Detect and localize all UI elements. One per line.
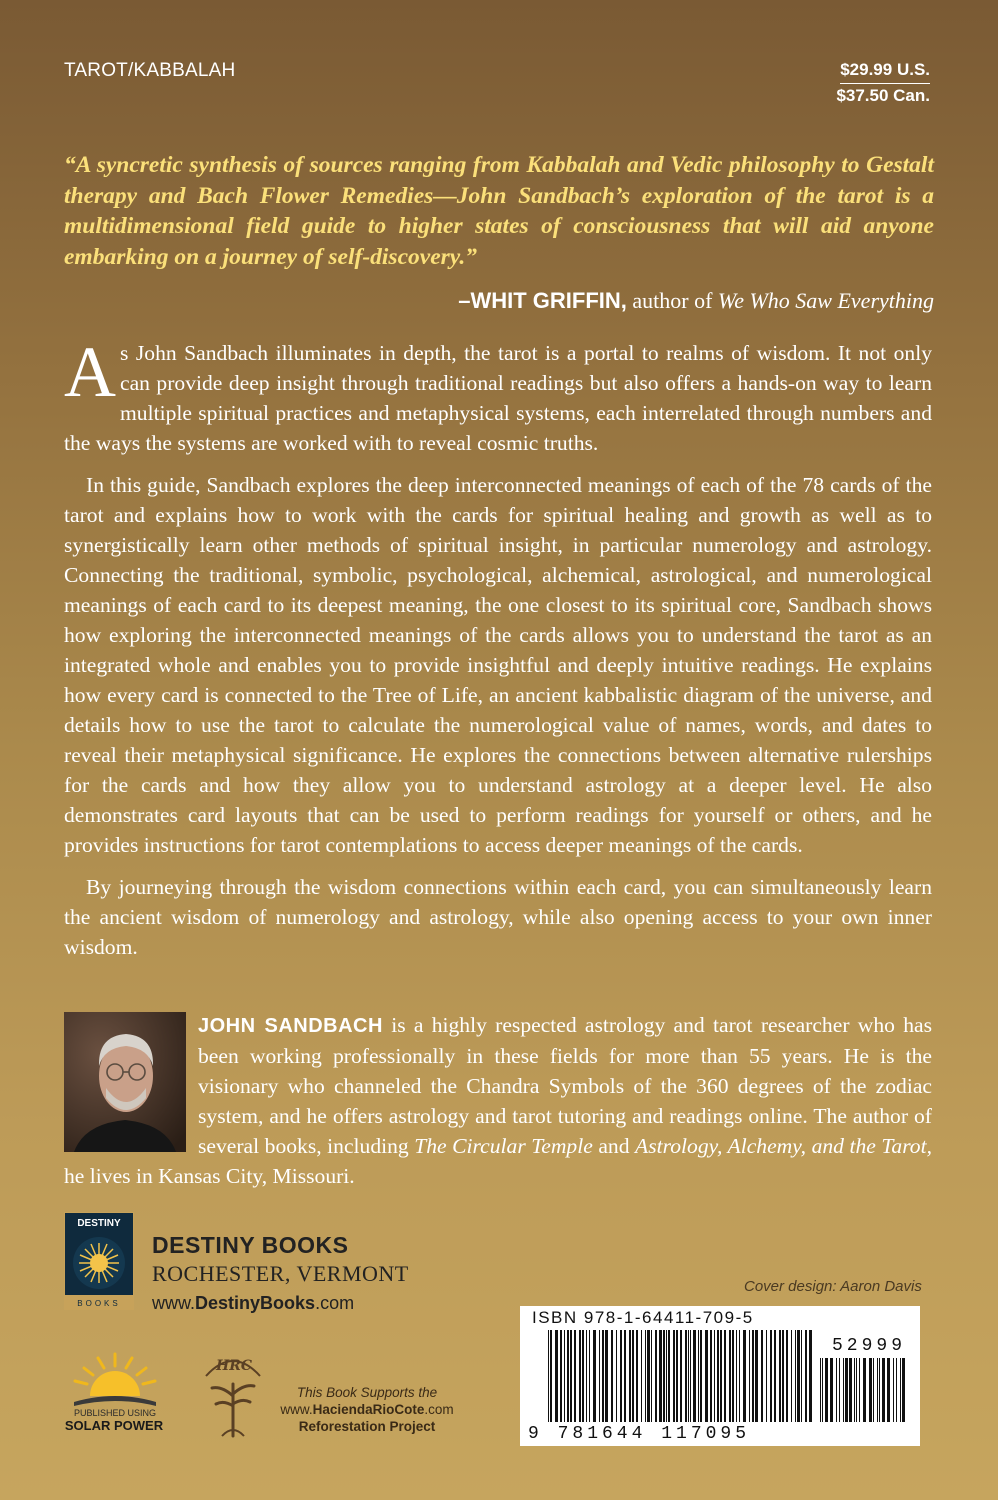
barcode-bar (651, 1330, 652, 1422)
description-paragraph-2: In this guide, Sandbach explores the deep interconnected meanings of each of the 78 cards of the tarot and explains how to work with the cards for spiritual healing and growth as well as to synergistically learn other methods of spiritual insight, in particular numerology and astrology. Connecting the traditional, symbolic, psychological, alchemical, astrological, and numerological meanings of each card to its deepest meaning, the one closest to its spiritual core, Sandbach shows how exploring the interconnected meanings of the cards allows you to understand the tarot as an integrated whole and enables you to provide insightful and deeply intuitive readings. He explains how every card is connected to the Tree of Life, an ancient kabbalistic diagram of the universe, and details how to use the tarot to calculate the numerological value of names, words, and dates to reveal their metaphysical significance. He explores the connections between alternative rulerships for the cards and how they allow you to understand astrology at a deeper level. He also demonstrates card layouts that can be used to perform readings for yourself or others, and he provides instructions for tarot contemplations to access deeper meanings of the cards. (64, 473, 932, 857)
barcode-bar (896, 1358, 897, 1422)
barcode-bar (845, 1358, 848, 1422)
barcode-bar (782, 1330, 784, 1422)
hrc-tree-icon (196, 1344, 270, 1438)
barcode-bar (676, 1330, 678, 1422)
barcode-bar (873, 1358, 874, 1422)
barcode-bar (605, 1330, 608, 1422)
supports-line-2[interactable] (270, 1401, 464, 1418)
bio-book-1: The Circular Temple (414, 1134, 593, 1158)
paragraph-1-text: s John Sandbach illuminates in depth, the tarot is a portal to realms of wisdom. It not only can provide deep insight through traditional readings but also offers a hands-on way to learn multiple spiritual practices and metaphysical systems, each interrelated through numbers and the ways the systems are worked with to reveal cosmic truths. (64, 341, 932, 455)
barcode-bar (589, 1330, 590, 1422)
supports-line-3: Reforestation Project (298, 1419, 436, 1434)
barcode-bar (645, 1330, 646, 1422)
barcode-bar (879, 1358, 880, 1422)
quote-attribution (458, 288, 934, 314)
endorsement-quote: “A syncretic synthesis of sources ranging from Kabbalah and Vedic philosophy to Gestalt therapy and Bach Flower Remedies—John Sandbach’s exploration of the tarot is a multidimensional field guide to higher states of consciousness that will aid anyone embarking on a journey of self-discovery.” (64, 152, 934, 270)
barcode-bar (839, 1358, 840, 1422)
attribution-work: We Who Saw Everything (717, 288, 934, 313)
barcode-bar (900, 1358, 901, 1422)
barcode-bar (574, 1330, 576, 1422)
barcode-bar (724, 1330, 726, 1422)
publisher-info (152, 1232, 409, 1314)
barcode-bar (714, 1330, 715, 1422)
barcode-bar (688, 1330, 689, 1422)
supports-url-suffix: .com (424, 1402, 454, 1417)
barcode-bar (690, 1330, 691, 1422)
description-paragraph-1 (64, 332, 932, 458)
barcode-bar (700, 1330, 702, 1422)
bio-book-2: Astrology, Alchemy, and the Tarot, (635, 1134, 932, 1158)
barcode-bar (854, 1358, 855, 1422)
barcode-bar (743, 1330, 746, 1422)
barcode-bar (570, 1330, 572, 1422)
barcode-bar (739, 1330, 740, 1422)
barcode-bar (779, 1330, 781, 1422)
barcode-bar (736, 1330, 737, 1422)
attribution-name: –WHIT GRIFFIN, (458, 288, 627, 313)
barcode-bar (685, 1330, 687, 1422)
barcode-bar (720, 1330, 722, 1422)
barcode-bar (611, 1330, 613, 1422)
barcode-bar (877, 1358, 878, 1422)
barcode-bar (801, 1330, 802, 1422)
barcode-bar (786, 1330, 788, 1422)
barcode-bar (641, 1330, 642, 1422)
url-prefix: www. (152, 1293, 196, 1313)
bio-text-1: is a highly respected astrology and tarot researcher who has been working professionally in these fields for more than 55 years. He is the visionary who channeled the Chandra Symbols of the 360 degrees of the zodiac system, and he offers astrology and tarot tutoring and readings online. The author of several books, including (198, 1013, 932, 1158)
url-bold: DestinyBooks (195, 1293, 316, 1313)
barcode-bar (624, 1330, 626, 1422)
barcode-bar (849, 1358, 852, 1422)
url-suffix: .com (315, 1293, 355, 1313)
description-body (64, 332, 932, 974)
barcode-bar (647, 1330, 650, 1422)
barcode-bar (791, 1330, 792, 1422)
publisher-url[interactable] (152, 1293, 409, 1314)
barcode-bar (752, 1330, 754, 1422)
barcode-bar (705, 1330, 708, 1422)
barcode-bar (673, 1330, 675, 1422)
barcode-bar (680, 1330, 682, 1422)
barcode-bar (710, 1330, 712, 1422)
barcode-bar (825, 1358, 828, 1422)
isbn-number: 9 781644 117095 (528, 1424, 751, 1444)
price-block (836, 58, 930, 108)
barcode-bar (822, 1358, 823, 1422)
author-bio (64, 1010, 932, 1191)
solar-line-2: SOLAR POWER (64, 1418, 164, 1433)
price-can: $37.50 Can. (836, 86, 930, 105)
barcode-bar (770, 1330, 772, 1422)
barcode-bar (820, 1358, 821, 1422)
barcode-bar (863, 1358, 866, 1422)
barcode-bar (797, 1330, 800, 1422)
barcode-bar (795, 1330, 796, 1422)
isbn-barcode (548, 1330, 812, 1422)
barcode-bar (567, 1330, 569, 1422)
supports-line-1: This Book Supports the (296, 1385, 438, 1400)
supports-url-prefix: www. (280, 1402, 313, 1417)
barcode-bar (629, 1330, 631, 1422)
publisher-name: DESTINY BOOKS (152, 1232, 349, 1258)
barcode-bar (749, 1330, 750, 1422)
price-barcode (820, 1358, 906, 1422)
author-name: JOHN SANDBACH (198, 1015, 383, 1037)
barcode-bar (655, 1330, 657, 1422)
barcode-bar (902, 1358, 905, 1422)
barcode-bar (698, 1330, 699, 1422)
barcode-bar (548, 1330, 549, 1422)
logo-top-text: DESTINY (77, 1218, 121, 1229)
barcode-bar (668, 1330, 670, 1422)
barcode-bar (856, 1358, 857, 1422)
cover-design-credit: Cover design: Aaron Davis (744, 1278, 922, 1295)
barcode-bar (599, 1330, 600, 1422)
barcode-bar (586, 1330, 587, 1422)
barcode-bar (579, 1330, 581, 1422)
reforestation-note (270, 1384, 464, 1435)
barcode-bar (766, 1330, 767, 1422)
barcode-bar (836, 1358, 837, 1422)
barcode-bar (616, 1330, 617, 1422)
barcode-bar (732, 1330, 734, 1422)
barcode-bar (636, 1330, 638, 1422)
barcode-bar (729, 1330, 731, 1422)
destiny-books-logo (64, 1212, 134, 1310)
barcode-bar (843, 1358, 844, 1422)
logo-bottom-text: BOOKS (77, 1299, 121, 1308)
barcode-bar (893, 1358, 894, 1422)
attribution-prefix: author of (626, 288, 718, 313)
barcode-bar (869, 1358, 872, 1422)
barcode-bar (659, 1330, 662, 1422)
barcode-bar (830, 1358, 833, 1422)
barcode-bar (602, 1330, 604, 1422)
barcode-bar (887, 1358, 890, 1422)
publisher-city: ROCHESTER, VERMONT (152, 1261, 409, 1286)
bio-text-2: he lives in Kansas City, Missouri. (64, 1164, 355, 1188)
barcode-bar (593, 1330, 596, 1422)
barcode-bar (859, 1358, 860, 1422)
solar-line-1: PUBLISHED USING (73, 1408, 157, 1418)
barcode-bar (805, 1330, 807, 1422)
barcode-bar (560, 1330, 562, 1422)
barcode-bar (693, 1330, 696, 1422)
bio-and: and (592, 1134, 636, 1158)
barcode-bar (666, 1330, 667, 1422)
barcode-bar (663, 1330, 665, 1422)
price-code: 52999 (831, 1336, 906, 1356)
barcode-bar (755, 1330, 758, 1422)
supports-url-bold: HaciendaRioCote (312, 1402, 425, 1417)
barcode-bar (550, 1330, 552, 1422)
barcode-bar (632, 1330, 634, 1422)
isbn-label: ISBN 978-1-64411-709-5 (532, 1308, 754, 1327)
barcode-bar (882, 1358, 885, 1422)
barcode-bar (809, 1330, 812, 1422)
barcode-bar (564, 1330, 565, 1422)
hrc-logo-text: HRC (215, 1358, 253, 1374)
drop-cap: A (64, 332, 116, 412)
category-label: TAROT/KABBALAH (64, 60, 236, 81)
barcode-bar (620, 1330, 622, 1422)
barcode-bar (582, 1330, 584, 1422)
barcode-bar (717, 1330, 719, 1422)
barcode-bar (555, 1330, 558, 1422)
description-paragraph-3: By journeying through the wisdom connections within each card, you can simultaneously learn the ancient wisdom of numerology and astrology, while also opening access to your own inner wisdom. (64, 875, 932, 959)
barcode-bar (761, 1330, 763, 1422)
barcode-bar (774, 1330, 776, 1422)
barcode-panel (520, 1306, 920, 1446)
price-us: $29.99 U.S. (840, 58, 930, 84)
